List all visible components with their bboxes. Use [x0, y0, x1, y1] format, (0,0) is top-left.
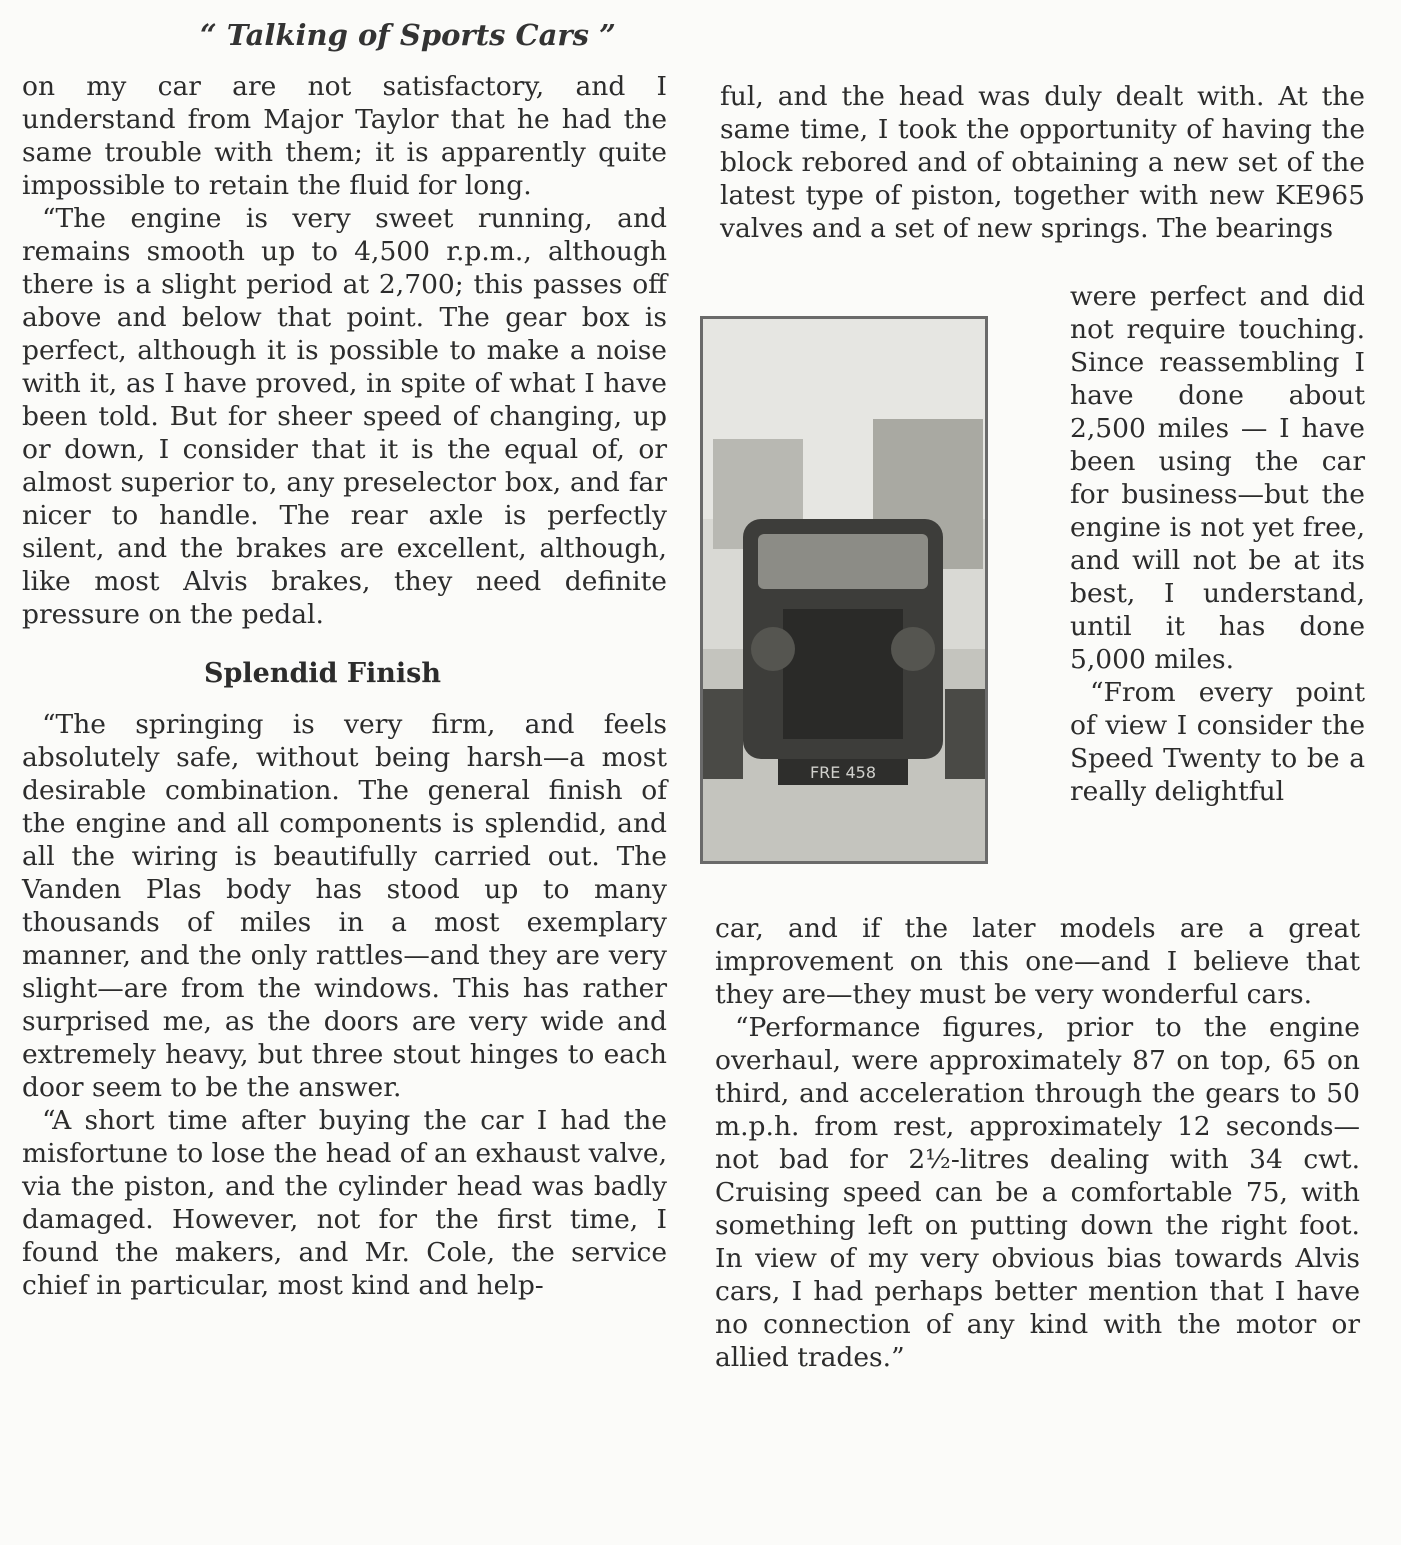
paragraph: “A short time after buying the car I had the misfortune to lose the head of an exhaust valve, via the piston, and the cylinder head was badly damaged. However, not for the first time, I found the makers, and Mr. Cole, the service chief in particular, most kind and help- — [22, 1105, 667, 1301]
paragraph: “Performance figures, prior to the engine overhaul, were approximately 87 on top, 65 on third, and acceleration through the gears to 50 m.p.h. from rest, approximately 12 seconds—not bad for 2½-litres dealing with 34 cwt. Cruising speed can be a comfortable 75, with something left on putting down the right foot. In view of my very obvious bias towards Alvis cars, I had perhaps better mention that I have no connection of any kind with the motor or allied trades.” — [715, 1012, 1360, 1373]
paragraph: ful, and the head was duly dealt with. At the same time, I took the opportunity of having the block rebored and of obtaining a new set of the latest type of piston, together with new KE965 valves and a set of new springs. The bearings — [720, 81, 1365, 244]
paragraph: “The engine is very sweet running, and remains smooth up to 4,500 r.p.m., although there is a slight period at 2,700; this passes off above and below that point. The gear box is perfect, although it is possible to make a noise with it, as I have proved, in spite of what I have been told. But for sheer speed of changing, up or down, I consider that it is the equal of, or almost superior to, any preselector box, and far nicer to handle. The rear axle is perfectly silent, and the brakes are excellent, although, like most Alvis brakes, they need definite pressure on the pedal. — [22, 203, 667, 630]
section-subheading: Splendid Finish — [204, 658, 442, 689]
paragraph: on my car are not satisfactory, and I understand from Major Taylor that he had the same trouble with them; it is apparently quite impossible to retain the fluid for long. — [22, 71, 667, 201]
paragraph: were perfect and did not require touching. Since reassembling I have done about 2,500 miles — I have been using the car for business—but the engine is not yet free, and will not be at its best, I understand, until it has done 5,000 miles. — [1070, 281, 1365, 675]
paragraph: “From every point of view I consider the Speed Twenty to be a really delightful — [1070, 677, 1365, 807]
paragraph: car, and if the later models are a great improvement on this one—and I believe that they are—they must be very wonderful cars. — [715, 913, 1360, 1010]
right-column-top — [720, 80, 1365, 245]
paragraph: “The springing is very firm, and feels absolutely safe, without being harsh—a most desirable combination. The general finish of the engine and all components is splendid, and all the wiring is beautifully carried out. The Vanden Plas body has stood up to many thousands of miles in a most exemplary manner, and the only rattles—and they are very slight—are from the windows. This has rather surprised me, as the doors are very wide and extremely heavy, but three stout hinges to each door seem to be the answer. — [22, 709, 667, 1103]
right-column-bottom — [715, 912, 1360, 1374]
license-plate-text: FRE 458 — [809, 763, 877, 782]
right-column-narrow — [1070, 280, 1365, 808]
car-photo-image — [703, 319, 985, 861]
left-column — [22, 70, 667, 1302]
article-header: “ Talking of Sports Cars ” — [200, 18, 616, 52]
car-photo — [700, 316, 988, 864]
